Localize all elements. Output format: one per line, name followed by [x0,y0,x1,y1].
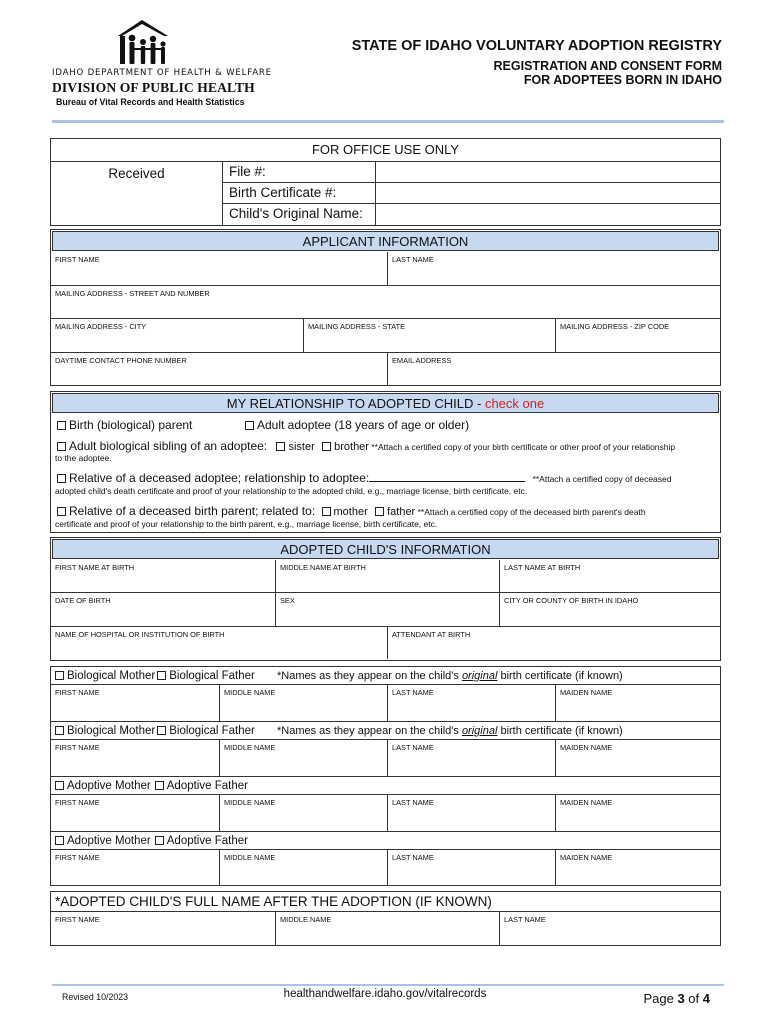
note-text: *Names as they appear on the child's [277,725,462,737]
note-text-end: birth certificate (if known) [497,725,623,737]
field-label: FIRST NAME AT BIRTH [55,563,135,572]
deceased-parent-note-cont: certificate and proof of your relationship to the birth parent, e.g., marriage license, birth certificate, etc. [55,519,438,529]
field-label: FIRST NAME [55,798,100,807]
child-sex-field[interactable] [275,593,499,626]
note-emphasis: original [461,670,498,682]
checkbox[interactable] [245,421,254,430]
adoptive-parents-block-2 [50,831,721,886]
parent-last-name-field[interactable] [387,850,555,886]
applicant-last-name-field[interactable] [387,252,720,285]
applicant-city-field[interactable] [51,319,303,352]
parent-first-name-field[interactable] [51,740,219,776]
relationship-heading [52,393,719,413]
adult-adoptee-option[interactable] [241,418,469,432]
adoptive-mother-checkbox[interactable] [55,836,64,845]
field-label: LAST NAME [392,688,434,697]
field-label: FIRST NAME [55,688,100,697]
check-one-text: check one [484,396,545,411]
birth-certificate-label: Birth Certificate #: [223,183,376,204]
sibling-option[interactable] [53,439,675,453]
applicant-heading: APPLICANT INFORMATION [52,231,719,251]
adoptive-father-label: Adoptive Father [166,835,248,847]
child-first-name-field[interactable] [51,560,275,592]
adoptive-father-checkbox[interactable] [155,836,164,845]
bio-parents-name-row-1 [51,685,720,721]
field-label: DAYTIME CONTACT PHONE NUMBER [55,356,187,365]
post-adoption-last-name-field[interactable] [499,912,720,945]
file-number-row [222,162,720,183]
form-subtitle-1: REGISTRATION AND CONSENT FORM [493,59,722,73]
bio-mother-label: Biological Mother [67,725,156,737]
note-text: *Names as they appear on the child's [277,670,462,682]
field-label: MIDDLE NAME [224,688,276,697]
bio-parents-block-1 [50,666,721,722]
child-info-section [50,537,721,661]
original-names-note [277,722,623,740]
field-label: NAME OF HOSPITAL OR INSTITUTION OF BIRTH [55,630,225,639]
applicant-section [50,229,721,386]
field-label: MIDDLE NAME [224,853,276,862]
field-label: FIRST NAME [55,853,100,862]
child-middle-name-field[interactable] [275,560,499,592]
agency-logo [52,14,272,114]
mother-label: mother [333,506,368,518]
deceased-adoptee-label: Relative of a deceased adoptee; relationship to adoptee: [69,471,370,485]
brother-checkbox[interactable] [322,442,331,451]
applicant-city-row [51,318,720,352]
sister-label: sister [288,441,315,453]
applicant-email-field[interactable] [387,353,720,385]
bio-father-label: Biological Father [169,670,255,682]
field-label: MIDDLE NAME [280,915,332,924]
office-use-table [50,138,721,226]
sister-checkbox[interactable] [276,442,285,451]
birth-parent-option[interactable] [53,418,192,432]
parent-first-name-field[interactable] [51,850,219,886]
field-label: EMAIL ADDRESS [392,356,452,365]
family-logo-icon [112,18,182,68]
deceased-adoptee-option[interactable] [53,471,671,485]
page-label: Page [643,991,678,1006]
bio-parents-name-row-2 [51,740,720,776]
field-label: CITY OR COUNTY OF BIRTH IN IDAHO [504,596,639,605]
father-label: father [387,506,416,518]
father-checkbox[interactable] [375,507,384,516]
form-title: STATE OF IDAHO VOLUNTARY ADOPTION REGISTRY [351,38,722,54]
parent-maiden-name-field[interactable] [555,850,720,886]
post-adoption-heading: *ADOPTED CHILD'S FULL NAME AFTER THE ADOPTION (IF KNOWN) [51,892,720,912]
field-label: MAIDEN NAME [560,688,613,697]
deceased-parent-note: **Attach a certified copy of the deceased birth parent's death [415,507,646,517]
bio-parents-title-1 [51,667,720,685]
field-label: FIRST NAME [55,255,100,264]
original-name-label: Child's Original Name: [223,204,376,225]
field-label: LAST NAME [392,743,434,752]
adoptive-parents-title-2 [51,832,720,850]
parent-middle-name-field[interactable] [219,850,387,886]
bio-father-label: Biological Father [169,725,255,737]
deceased-parent-option[interactable] [53,504,646,518]
page-of: of [684,991,703,1006]
applicant-phone-field[interactable] [51,353,387,385]
child-name-row [51,560,720,592]
applicant-street-field[interactable] [51,286,720,318]
applicant-name-row [51,252,720,285]
note-emphasis: original [461,725,498,737]
bio-parents-block-2 [50,721,721,777]
bio-father-checkbox[interactable] [157,726,166,735]
adoptive-father-checkbox[interactable] [155,781,164,790]
total-pages: 4 [702,991,710,1006]
brother-label: brother [334,441,369,453]
bio-mother-label: Biological Mother [67,670,156,682]
applicant-first-name-field[interactable] [51,252,387,285]
applicant-zip-field[interactable] [555,319,720,352]
field-label: MAIDEN NAME [560,853,613,862]
adoptive-parents-title-1 [51,777,720,795]
parent-last-name-field[interactable] [387,685,555,721]
child-birth-row [51,592,720,626]
adoptive-parents-block-1 [50,776,721,832]
adoptive-parents-name-row-1 [51,795,720,831]
child-hospital-row [51,626,720,659]
field-label: MAIDEN NAME [560,798,613,807]
deceased-adoptee-note-cont: adopted child's death certificate and proof of your relationship to the adopted child, e.g., marriage license, birth certificate, etc. [55,486,528,496]
field-label: DATE OF BIRTH [55,596,111,605]
field-label: MIDDLE NAME [224,743,276,752]
relationship-input-line[interactable] [369,472,525,482]
birth-parent-label: Birth (biological) parent [69,418,193,432]
parent-first-name-field[interactable] [51,795,219,831]
parent-middle-name-field[interactable] [219,795,387,831]
child-hospital-field[interactable] [51,627,387,659]
deceased-parent-label: Relative of a deceased birth parent; related to: [69,504,316,518]
child-last-name-field[interactable] [499,560,720,592]
relationship-heading-text: MY RELATIONSHIP TO ADOPTED CHILD - [226,396,485,411]
checkbox[interactable] [57,474,66,483]
checkbox[interactable] [57,421,66,430]
sibling-note: **Attach a certified copy of your birth certificate or other proof of your relationship [368,442,676,452]
revision-date: Revised 10/2023 [62,992,129,1002]
footer-url[interactable]: healthandwelfare.idaho.gov/vitalrecords [283,988,487,1000]
parent-middle-name-field[interactable] [219,740,387,776]
received-label: Received [108,166,165,181]
adult-adoptee-label: Adult adoptee (18 years of age or older) [257,418,470,432]
note-text-end: birth certificate (if known) [497,670,623,682]
birth-certificate-row [222,183,720,204]
checkbox[interactable] [57,442,66,451]
page-number [643,991,710,1006]
agency-name-line3: Bureau of Vital Records and Health Statistics [56,97,245,107]
field-label: MAILING ADDRESS - CITY [55,322,147,331]
applicant-contact-row [51,352,720,385]
bio-mother-checkbox[interactable] [55,671,64,680]
field-label: FIRST NAME [55,915,100,924]
form-subtitle-2: FOR ADOPTEES BORN IN IDAHO [523,73,722,87]
field-label: FIRST NAME [55,743,100,752]
field-label: MIDDLE NAME [224,798,276,807]
field-label: ATTENDANT AT BIRTH [392,630,471,639]
file-number-label: File #: [223,162,376,183]
field-label: MIDDLE NAME AT BIRTH [280,563,366,572]
relationship-section [50,391,721,533]
adoptive-mother-checkbox[interactable] [55,781,64,790]
adoptive-father-label: Adoptive Father [166,780,248,792]
parent-maiden-name-field[interactable] [555,685,720,721]
current-page: 3 [677,991,685,1006]
agency-name-line1: IDAHO DEPARTMENT OF HEALTH & WELFARE [52,68,272,78]
mother-checkbox[interactable] [322,507,331,516]
parent-maiden-name-field[interactable] [555,795,720,831]
adoptive-mother-label: Adoptive Mother [67,780,151,792]
adoptive-mother-label: Adoptive Mother [67,835,151,847]
bio-father-checkbox[interactable] [157,671,166,680]
original-names-note [277,667,623,685]
applicant-state-field[interactable] [303,319,555,352]
field-label: LAST NAME [392,255,434,264]
parent-last-name-field[interactable] [387,795,555,831]
deceased-adoptee-note: **Attach a certified copy of deceased [532,474,672,484]
field-label: LAST NAME AT BIRTH [504,563,581,572]
office-use-heading: FOR OFFICE USE ONLY [51,139,720,162]
child-city-county-field[interactable] [499,593,720,626]
post-adoption-middle-name-field[interactable] [275,912,499,945]
parent-maiden-name-field[interactable] [555,740,720,776]
child-attendant-field[interactable] [387,627,720,659]
sibling-label: Adult biological sibling of an adoptee: [69,439,268,453]
field-label: MAIDEN NAME [560,743,613,752]
agency-name-line2: DIVISION OF PUBLIC HEALTH [52,80,255,95]
original-name-row [222,204,720,225]
bio-parents-title-2 [51,722,720,740]
field-label: LAST NAME [392,853,434,862]
field-label: MAILING ADDRESS - STATE [308,322,406,331]
child-info-heading: ADOPTED CHILD'S INFORMATION [52,539,719,559]
footer-divider [52,984,724,986]
adoptive-parents-name-row-2 [51,850,720,886]
header-divider [52,120,724,123]
form-titles [352,38,722,87]
parent-middle-name-field[interactable] [219,685,387,721]
parent-first-name-field[interactable] [51,685,219,721]
post-adoption-first-name-field[interactable] [51,912,275,945]
field-label: SEX [280,596,295,605]
field-label: LAST NAME [504,915,546,924]
checkbox[interactable] [57,507,66,516]
field-label: MAILING ADDRESS - STREET AND NUMBER [55,289,210,298]
field-label: MAILING ADDRESS - ZIP CODE [560,322,670,331]
post-adoption-name-section [50,891,721,946]
post-adoption-name-row [51,912,720,945]
bio-mother-checkbox[interactable] [55,726,64,735]
sibling-note-cont: to the adoptee. [55,453,112,463]
field-label: LAST NAME [392,798,434,807]
parent-last-name-field[interactable] [387,740,555,776]
child-dob-field[interactable] [51,593,275,626]
applicant-street-row [51,285,720,318]
